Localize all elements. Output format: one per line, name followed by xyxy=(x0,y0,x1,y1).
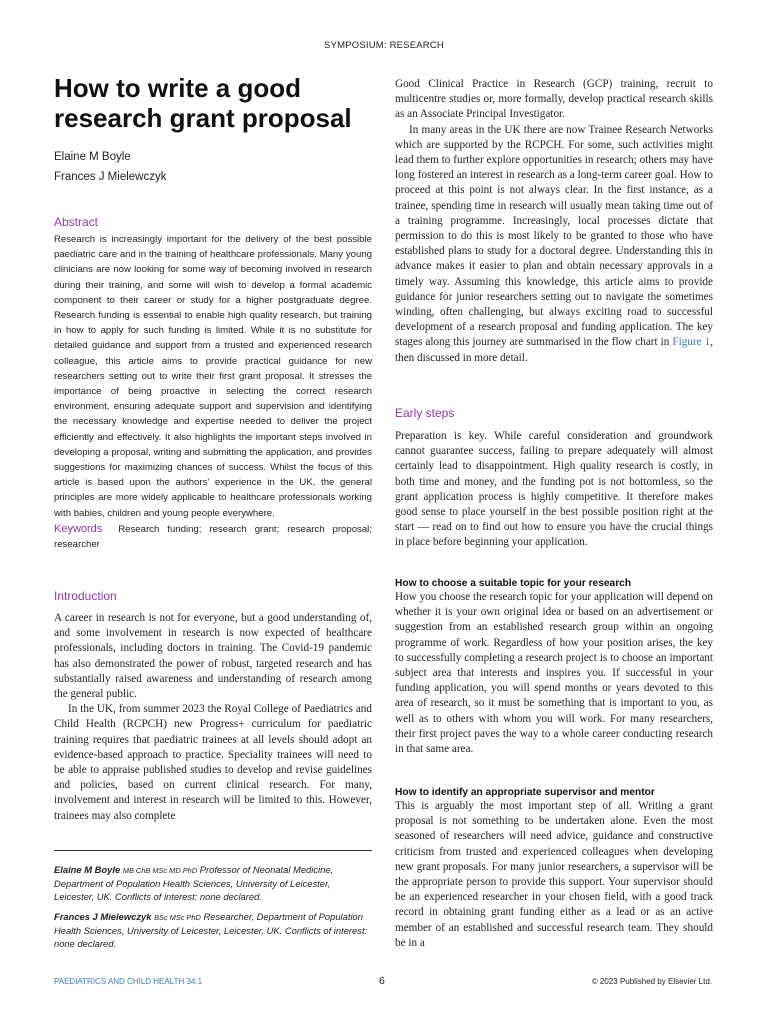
right-column-intro xyxy=(395,77,713,366)
keywords-block xyxy=(54,522,372,552)
article-title xyxy=(54,73,372,133)
page-number: 6 xyxy=(379,975,385,987)
right-paragraph-2 xyxy=(395,123,713,366)
topic-paragraph: How you choose the research topic for your application will depend on whether it is your own original idea or based on an advertisement or suggestion from an established research group within an ongoing programme of work. Regardless of how your position arises, the key to successfully completing a research project is to choose an important subject area that interests and inspires you. If successful in your funding application, you will spend months or years devoted to this area of research, so it must be something that is important to you, as well as to others with whom you will work. For many researchers, their first project paves the way to a whole career conducting research in that same area. xyxy=(395,591,713,756)
author-2: Frances J Mielewczyk xyxy=(54,171,167,183)
title-line-2: research grant proposal xyxy=(54,103,352,133)
right-paragraph-1: Good Clinical Practice in Research (GCP) training, recruit to multicentre studies or, more formally, develop practical research skills as an Associate Principal Investigator. xyxy=(395,78,713,121)
early-steps-heading: Early steps xyxy=(395,406,455,420)
introduction-section xyxy=(54,589,372,824)
affiliation-name: Frances J Mielewczyk xyxy=(54,911,152,923)
supervisor-section xyxy=(395,787,713,951)
right-paragraph-2-end: , then discussed in more detail. xyxy=(395,336,713,364)
supervisor-heading: How to identify an appropriate supervisor and mentor xyxy=(395,787,655,798)
journal-name: PAEDIATRICS AND CHILD HEALTH 34:1 xyxy=(54,977,203,986)
topic-heading: How to choose a suitable topic for your research xyxy=(395,578,632,589)
affiliation-degrees: BSc MSc PhD xyxy=(154,913,201,923)
abstract-text: Research is increasingly important for the delivery of the best possible paediatric care and in the training of healthcare professionals. Many young clinicians are now looking for some way of becoming involved in research during their training, and some will wish to develop a formal academic component to their career or study for a higher postgraduate degree. Research funding is essential to enable high quality research, but training in how to apply for such funding is limited. While it is no substitute for detailed guidance and support from a trusted and experienced research colleague, this article aims to provide practical guidance for new researchers setting out to write their first grant proposal. It stresses the importance of being proactive in selecting the correct research environment, ensuring adequate support and supervision and identifying the necessary knowledge and expertise needed to deliver the project efficiently and effectively. It also highlights the important steps involved in developing a proposal, writing and submitting the application, and provides suggestions for maximizing chances of success. Whilst the focus of this article is based upon the authors' experience in the UK, the general principles are more widely applicable to healthcare professionals working with babies, children and young people everywhere. xyxy=(54,234,372,519)
affiliation-name: Elaine M Boyle xyxy=(54,864,121,875)
abstract-section xyxy=(54,215,372,552)
running-header: SYMPOSIUM: RESEARCH xyxy=(324,40,444,51)
affiliation-divider xyxy=(54,850,372,851)
early-steps-paragraph: Preparation is key. While careful consideration and groundwork cannot guarantee success, failing to prepare adequately will almost certainly lead to disappointment. High quality research is costly, in both time and money, and the funding pot is not bottomless, so the grant application process is highly competitive. It therefore makes good sense to place yourself in the best possible position right at the start — read on to find out how to ensure you have the crucial things in place before beginning your application. xyxy=(395,430,713,549)
early-steps-section xyxy=(395,406,713,551)
keywords-label: Keywords xyxy=(54,522,103,535)
affiliation-text: Researcher, Department of Population Health Sciences, University of Leicester, Leicester, UK. Conflicts of interest: none declared. xyxy=(54,911,368,949)
affiliations xyxy=(54,864,372,951)
abstract-heading: Abstract xyxy=(54,215,99,229)
affiliation-degrees: MB ChB MSc MD PhD xyxy=(122,866,198,875)
affiliation-1 xyxy=(54,864,372,903)
right-paragraph-2-text: In many areas in the UK there are now Trainee Research Networks which are supported by the RCPCH. For some, such activities might lead them to further explore opportunities in research; others may have long fostered an interest in research as a long-term career goal. How to proceed at this point is not always clear. In the first instance, as a trainee, spending time in research will usually mean taking time out of a training programme. Increasingly, local processes dictate that permission to do this is most likely to be granted to those who have established plans to study for a doctoral degree. Understanding this in advance makes it easier to plan and obtain necessary approvals in a timely way. Assuming this knowledge, this article aims to provide guidance for junior researchers setting out to navigate the sometimes winding, often challenging, but always exciting road to successful development of a research proposal and funding application. The key stages along this journey are summarised in the flow chart in xyxy=(395,123,713,349)
author-1: Elaine M Boyle xyxy=(54,151,131,163)
affiliation-2 xyxy=(54,911,372,950)
introduction-heading: Introduction xyxy=(54,589,117,603)
topic-section xyxy=(395,578,713,757)
supervisor-paragraph: This is arguably the most important step of all. Writing a grant proposal is not something to be undertaken alone. Even the most seasoned of researchers will need advice, guidance and constructive criticism from trusted and experienced colleagues when developing new grant proposals. For many junior researchers, a supervisor will be the appropriate person to provide this support. Your supervisor should be an experienced researcher in your chosen field, with a good track record in obtaining grant funding either as a lead or as an active member of an established and successful research team. They should be in a xyxy=(395,800,713,949)
intro-paragraph-1: A career in research is not for everyone, but a good understanding of, and some involvement in research is now expected of healthcare professionals, including doctors in training. The Covid-19 pandemic has also demonstrated the power of robust, targeted research and has substantially raised awareness and understanding of research among the general public. xyxy=(54,612,372,701)
title-line-1: How to write a good xyxy=(54,73,301,103)
affiliation-text: Professor of Neonatal Medicine, Department of Population Health Sciences, University of Leicester, Leicester, UK. Conflicts of interest: none declared. xyxy=(54,864,334,902)
copyright: © 2023 Published by Elsevier Ltd. xyxy=(591,977,712,986)
intro-paragraph-2: In the UK, from summer 2023 the Royal College of Paediatrics and Child Health (RCPCH) new Progress+ curriculum for paediatric training requires that paediatric trainees at all levels should adopt an evidence-based approach to practice. Speciality trainees will need to be able to appraise published studies to develop and revise guidelines and policies, based on current clinical research. For many, involvement and interest in research will be limited to this. However, trainees may also complete xyxy=(54,703,372,822)
figure-1-link[interactable]: Figure 1 xyxy=(672,336,711,349)
keywords-text: Research funding; research grant; research proposal; researcher xyxy=(54,523,372,551)
